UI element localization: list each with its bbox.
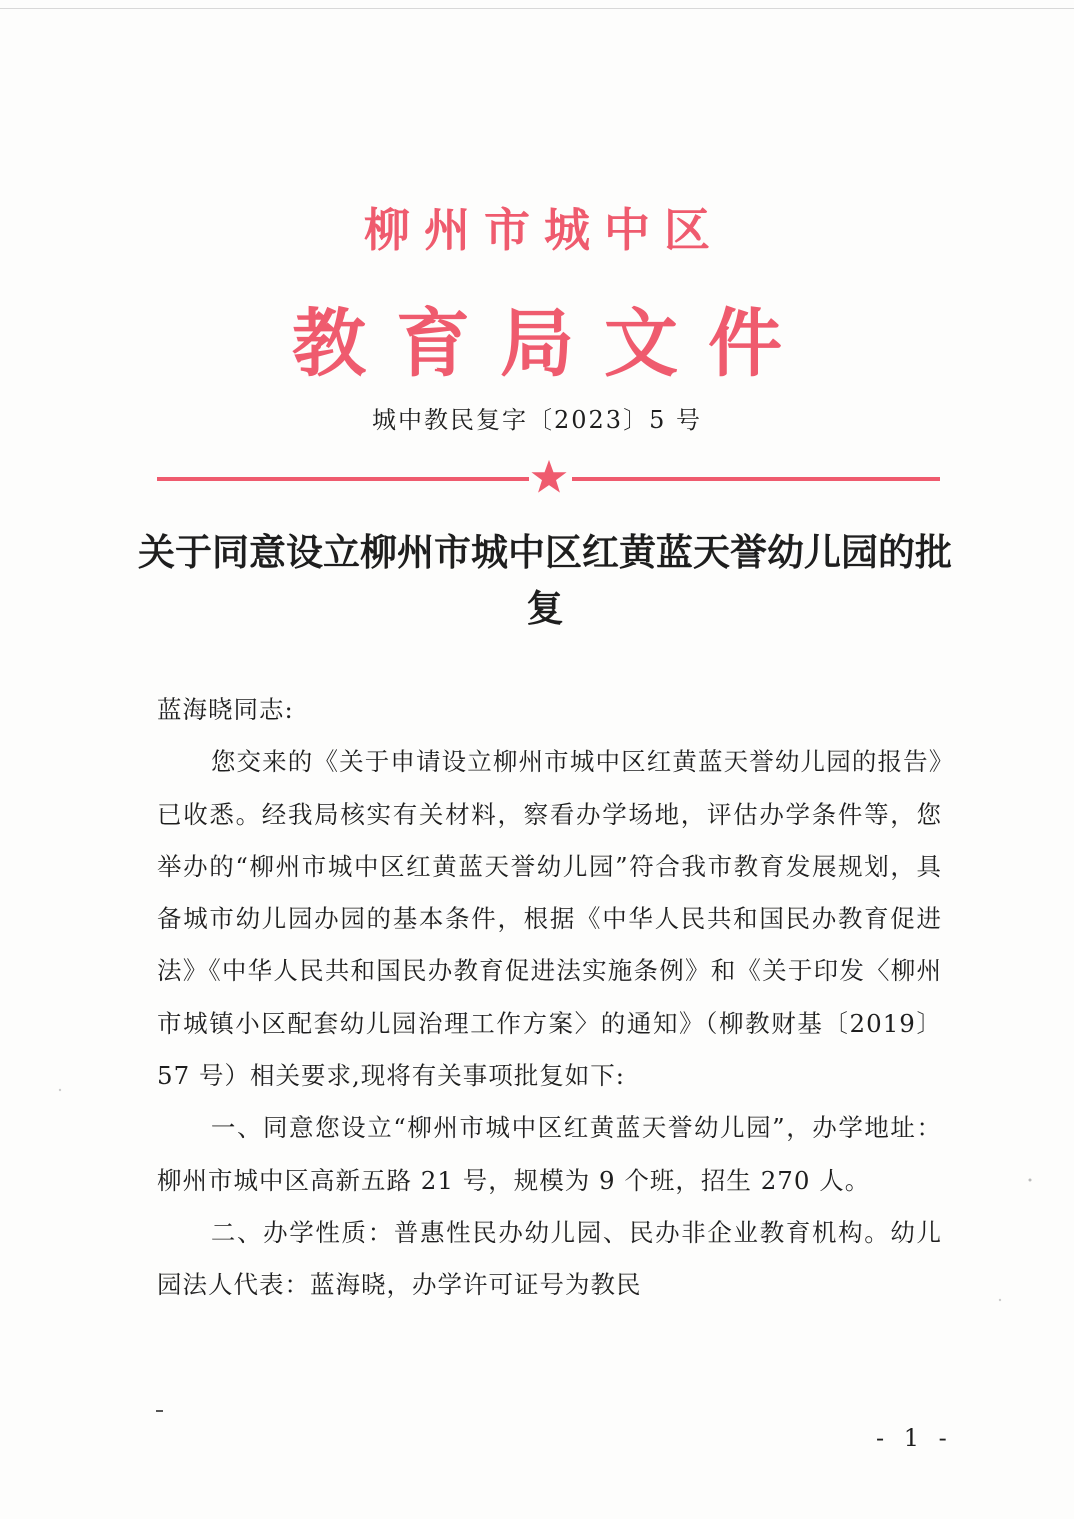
document-number: 城中教民复字〔2023〕5 号 xyxy=(372,406,702,434)
scan-speck xyxy=(59,1089,61,1091)
body-paragraph-1: 您交来的《关于申请设立柳州市城中区红黄蓝天誉幼儿园的报告》已收悉。经我局核实有关材料，察看办学场地，评估办学条件等，您举办的“柳州市城中区红黄蓝天誉幼儿园”符合我市教育发展规划，具备城市幼儿园办园的基本条件，根据《中华人民共和国民办教育促进法》《中华人民共和国民办教育促进法实施条例》和《关于印发〈柳州市城镇小区配套幼儿园治理工作方案〉的通知》（柳教财基〔2019〕57 号）相关要求,现将有关事项批复如下: xyxy=(157,747,942,1091)
scan-speck xyxy=(999,1299,1001,1301)
document-title: 关于同意设立柳州市城中区红黄蓝天誉幼儿园的批复 xyxy=(138,530,952,630)
salutation: 蓝海晓同志: xyxy=(157,695,294,724)
scan-speck xyxy=(1029,1179,1032,1182)
issuer-name: 柳州市城中区 xyxy=(364,203,724,257)
scan-speck xyxy=(156,1410,163,1412)
page-number: - 1 - xyxy=(876,1424,953,1452)
document-type-heading: 教育局文件 xyxy=(292,301,812,387)
body-paragraph-2: 一、同意您设立“柳州市城中区红黄蓝天誉幼儿园”，办学地址：柳州市城中区高新五路 21 号，规模为 9 个班，招生 270 人。 xyxy=(157,1113,942,1195)
body-paragraph-3: 二、办学性质：普惠性民办幼儿园、民办非企业教育机构。幼儿园法人代表：蓝海晓，办学许可证号为教民 xyxy=(157,1217,942,1300)
